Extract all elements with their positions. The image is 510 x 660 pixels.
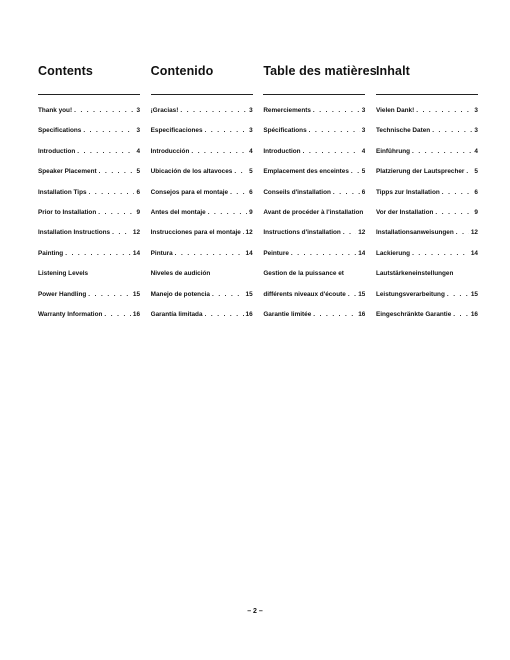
toc-entry-page-number: 3 xyxy=(136,127,140,135)
toc-entry xyxy=(263,203,365,223)
dot-leader xyxy=(313,101,360,121)
toc-entry-page-number: 14 xyxy=(470,249,478,257)
toc-entry xyxy=(151,121,253,141)
toc-entry-label: Warranty Information xyxy=(38,310,103,318)
toc-entry-page-number: 16 xyxy=(245,310,253,318)
toc-entry-label: Platzierung der Lautsprecher xyxy=(375,168,465,176)
toc-entry-page-number: 4 xyxy=(361,147,366,155)
toc-entry-label: Power Handling xyxy=(38,290,87,298)
toc-entry-label: Introducción xyxy=(150,147,190,155)
dot-leader xyxy=(333,183,360,203)
dot-leader xyxy=(416,101,472,121)
toc-entry xyxy=(38,285,140,305)
dot-leader xyxy=(435,203,472,223)
heading-rule xyxy=(38,94,140,95)
toc-entry xyxy=(263,121,365,141)
toc-entry-page-number: 15 xyxy=(132,290,140,298)
toc-entry-label: différents niveaux d'écoute xyxy=(263,290,346,298)
toc-entry-label: Especificaciones xyxy=(150,127,203,135)
dot-leader xyxy=(77,142,134,162)
toc-entry-page-number: 3 xyxy=(361,127,366,135)
toc-entry-label: Niveles de audición xyxy=(150,270,211,278)
dot-leader xyxy=(351,162,360,182)
toc-entry-label: Listening Levels xyxy=(38,270,89,278)
toc-entry-label: Technische Daten xyxy=(375,127,431,135)
dot-leader xyxy=(205,121,248,141)
toc-entry xyxy=(376,142,478,162)
toc-entry xyxy=(376,101,478,121)
toc-heading: Contents xyxy=(38,64,93,78)
dot-leader xyxy=(412,244,469,264)
toc-entry-page-number: 5 xyxy=(474,168,478,176)
toc-list xyxy=(38,101,140,325)
toc-entry-page-number: 16 xyxy=(358,310,366,318)
toc-entry-label: Eingeschränkte Garantie xyxy=(375,310,452,318)
toc-entry xyxy=(376,203,478,223)
toc-entry xyxy=(151,305,253,325)
toc-column-french xyxy=(263,64,377,325)
toc-entry xyxy=(376,183,478,203)
toc-list xyxy=(376,101,478,325)
toc-entry-label: Lautstärkeneinstellungen xyxy=(375,270,454,278)
toc-entry xyxy=(376,223,478,243)
toc-entry-page-number: 6 xyxy=(361,188,366,196)
dot-leader xyxy=(83,121,134,141)
toc-column-spanish xyxy=(151,64,253,325)
dot-leader xyxy=(303,142,360,162)
toc-entry-page-number: 4 xyxy=(136,147,140,155)
page-number: – 2 – xyxy=(247,608,263,615)
dot-leader xyxy=(456,223,469,243)
toc-column-german xyxy=(376,64,478,325)
toc-entry-label: Speaker Placement xyxy=(38,168,97,176)
toc-entry-page-number: 3 xyxy=(361,107,366,114)
dot-leader xyxy=(291,244,356,264)
toc-entry xyxy=(263,183,365,203)
toc-heading: Contenido xyxy=(150,64,214,78)
toc-entry xyxy=(263,142,365,162)
toc-entry xyxy=(151,162,253,182)
dot-leader xyxy=(112,223,131,243)
toc-entry-label: Einführung xyxy=(375,147,411,155)
dot-leader xyxy=(104,305,131,325)
toc-entry-page-number: 4 xyxy=(249,147,253,155)
dot-leader xyxy=(205,305,244,325)
toc-entry-label: Installation Tips xyxy=(38,188,87,196)
toc-entry-page-number: 14 xyxy=(245,249,253,257)
toc-entry-label: Prior to Installation xyxy=(38,208,97,216)
toc-entry xyxy=(38,183,140,203)
toc-entry-page-number: 16 xyxy=(132,310,140,318)
toc-entry-label: Spécifications xyxy=(263,127,307,135)
dot-leader xyxy=(432,121,472,141)
toc-entry xyxy=(376,285,478,305)
toc-entry-page-number: 5 xyxy=(361,168,366,176)
toc-entry-label: Instrucciones para el montaje xyxy=(150,229,241,237)
toc-entry xyxy=(38,142,140,162)
toc-entry-page-number: 3 xyxy=(474,127,478,135)
dot-leader xyxy=(343,223,356,243)
dot-leader xyxy=(89,183,135,203)
toc-entry-label: Installationsanweisungen xyxy=(375,229,454,237)
toc-entry-page-number: 12 xyxy=(470,229,478,237)
toc-entry xyxy=(38,203,140,223)
dot-leader xyxy=(208,203,247,223)
toc-entry-page-number: 3 xyxy=(249,127,253,135)
toc-entry-label: Introduction xyxy=(38,147,76,155)
dot-leader xyxy=(175,244,244,264)
toc-entry xyxy=(38,264,140,284)
dot-leader xyxy=(98,203,134,223)
toc-entry-label: Manejo de potencia xyxy=(150,290,210,298)
dot-leader xyxy=(243,223,244,243)
toc-entry xyxy=(38,121,140,141)
dot-leader xyxy=(234,162,247,182)
toc-entry-page-number: 6 xyxy=(474,188,478,196)
toc-list xyxy=(263,101,365,325)
toc-entry xyxy=(376,305,478,325)
dot-leader xyxy=(309,121,360,141)
dot-leader xyxy=(212,285,244,305)
toc-entry-label: Consejos para el montaje xyxy=(150,188,229,196)
toc-entry-page-number: 12 xyxy=(245,229,253,237)
dot-leader xyxy=(348,285,356,305)
toc-entry-page-number: 4 xyxy=(474,147,478,155)
toc-entry-page-number: 3 xyxy=(474,107,478,114)
toc-entry-label: Emplacement des enceintes xyxy=(263,168,349,176)
toc-entry-label: Painting xyxy=(38,249,64,257)
toc-entry-label: Garantie limitée xyxy=(263,310,312,318)
toc-entry-label: Antes del montaje xyxy=(150,208,206,216)
toc-entry xyxy=(151,101,253,121)
toc-list xyxy=(151,101,253,325)
toc-entry-label: Garantía limitada xyxy=(150,310,203,318)
toc-entry-page-number: 9 xyxy=(136,208,140,216)
toc-entry-page-number: 9 xyxy=(249,208,253,216)
toc-entry-label: Lackierung xyxy=(375,249,411,257)
toc-entry-page-number: 5 xyxy=(249,168,253,176)
toc-entry-page-number: 3 xyxy=(249,107,253,114)
toc-entry-page-number: 9 xyxy=(474,208,478,216)
toc-entry xyxy=(376,244,478,264)
dot-leader xyxy=(180,101,247,121)
toc-heading: Inhalt xyxy=(375,64,410,78)
toc-entry-label: ¡Gracias! xyxy=(150,107,179,114)
toc-entry-label: Remerciements xyxy=(263,107,311,114)
toc-entry-label: Avant de procéder à l'installation xyxy=(263,208,364,216)
toc-entry-label: Pintura xyxy=(150,249,173,257)
dot-leader xyxy=(313,305,356,325)
dot-leader xyxy=(412,142,472,162)
dot-leader xyxy=(230,183,247,203)
toc-entry xyxy=(38,101,140,121)
toc-entry-label: Gestion de la puissance et xyxy=(263,270,344,278)
toc-entry-label: Peinture xyxy=(263,249,289,257)
dot-leader xyxy=(99,162,135,182)
toc-entry xyxy=(263,305,365,325)
dot-leader xyxy=(74,101,134,121)
toc-entry xyxy=(38,244,140,264)
toc-entry xyxy=(38,223,140,243)
toc-entry xyxy=(151,285,253,305)
toc-entry-label: Introduction xyxy=(263,147,301,155)
toc-entry-page-number: 6 xyxy=(249,188,253,196)
toc-entry-page-number: 15 xyxy=(470,290,478,298)
toc-entry-label: Thank you! xyxy=(38,107,73,114)
toc-entry xyxy=(151,203,253,223)
toc-entry xyxy=(263,285,365,305)
heading-rule xyxy=(151,94,253,95)
toc-entry-page-number: 15 xyxy=(358,290,366,298)
dot-leader xyxy=(466,162,472,182)
toc-entry xyxy=(151,223,253,243)
toc-entry-label: Tipps zur Installation xyxy=(375,188,440,196)
toc-entry xyxy=(376,162,478,182)
dot-leader xyxy=(191,142,247,162)
toc-entry xyxy=(263,244,365,264)
toc-entry-page-number: 16 xyxy=(470,310,478,318)
toc-entry-label: Leistungsverarbeitung xyxy=(375,290,445,298)
toc-entry xyxy=(38,305,140,325)
toc-entry xyxy=(151,142,253,162)
dot-leader xyxy=(442,183,473,203)
toc-entry xyxy=(151,183,253,203)
toc-entry xyxy=(151,244,253,264)
toc-entry xyxy=(151,264,253,284)
toc-entry xyxy=(263,101,365,121)
toc-heading: Table des matières xyxy=(263,64,377,78)
toc-entry-page-number: 14 xyxy=(358,249,366,257)
toc-entry xyxy=(263,162,365,182)
toc-entry xyxy=(263,223,365,243)
toc-entry xyxy=(376,264,478,284)
toc-entry-page-number: 14 xyxy=(132,249,140,257)
dot-leader xyxy=(88,285,131,305)
toc-entry-label: Conseils d'installation xyxy=(263,188,331,196)
toc-entry-label: Vor der Installation xyxy=(375,208,434,216)
toc-entry-label: Instructions d'installation xyxy=(263,229,341,237)
dot-leader xyxy=(65,244,131,264)
heading-rule xyxy=(376,94,478,95)
toc-entry-label: Installation Instructions xyxy=(38,229,111,237)
toc-entry xyxy=(376,121,478,141)
toc-entry-page-number: 12 xyxy=(358,229,366,237)
toc-entry-page-number: 6 xyxy=(136,188,140,196)
dot-leader xyxy=(447,285,469,305)
toc-entry-label: Specifications xyxy=(38,127,82,135)
table-of-contents xyxy=(38,64,478,325)
toc-entry xyxy=(263,264,365,284)
heading-rule xyxy=(263,94,365,95)
toc-entry xyxy=(38,162,140,182)
toc-entry-page-number: 5 xyxy=(136,168,140,176)
dot-leader xyxy=(453,305,469,325)
toc-entry-page-number: 15 xyxy=(245,290,253,298)
toc-entry-label: Vielen Dank! xyxy=(375,107,415,114)
toc-entry-page-number: 12 xyxy=(132,229,140,237)
toc-entry-label: Ubicación de los altavoces xyxy=(150,168,233,176)
toc-entry-page-number: 3 xyxy=(136,107,140,114)
toc-column-english xyxy=(38,64,140,325)
